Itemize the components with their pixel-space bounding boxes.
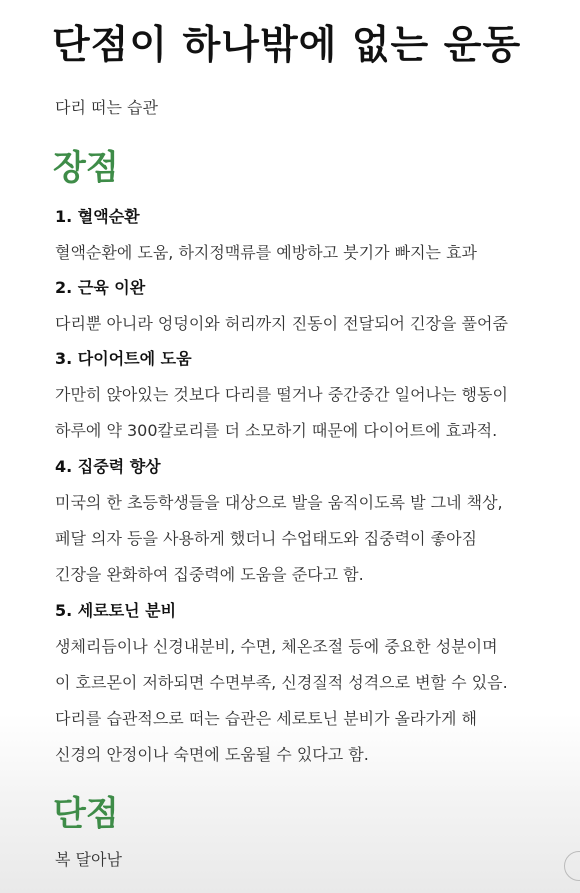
cons-text: 복 달아남 — [55, 850, 122, 869]
pro-item-text: 다리를 습관적으로 떠는 습관은 세로토닌 분비가 올라가게 해 — [55, 709, 478, 728]
corner-ring-icon — [564, 851, 580, 881]
pro-item-title: 2. 근육 이완 — [55, 278, 146, 297]
pro-item-text: 가만히 앉아있는 것보다 다리를 떨거나 중간중간 일어나는 행동이 — [55, 385, 508, 404]
pro-item-title: 3. 다이어트에 도움 — [55, 349, 192, 368]
pros-heading: 장점 — [53, 148, 119, 188]
pro-item-text: 하루에 약 300칼로리를 더 소모하기 때문에 다이어트에 효과적. — [55, 421, 498, 440]
pro-item-text: 다리뿐 아니라 엉덩이와 허리까지 진동이 전달되어 긴장을 풀어줌 — [55, 314, 508, 333]
pro-item-text: 생체리듬이나 신경내분비, 수면, 체온조절 등에 중요한 성분이며 — [55, 637, 498, 656]
cons-heading: 단점 — [53, 794, 119, 834]
pro-item-text: 긴장을 완화하여 집중력에 도움을 준다고 함. — [55, 565, 364, 584]
page-subtitle: 다리 떠는 습관 — [55, 98, 158, 117]
pro-item-text: 미국의 한 초등학생들을 대상으로 발을 움직이도록 발 그네 책상, — [55, 493, 503, 512]
page-title: 단점이 하나밖에 없는 운동 — [52, 23, 522, 68]
pro-item-title: 1. 혈액순환 — [55, 207, 140, 226]
pro-item-text: 혈액순환에 도움, 하지정맥류를 예방하고 붓기가 빠지는 효과 — [55, 243, 478, 262]
pro-item-title: 5. 세로토닌 분비 — [55, 601, 177, 620]
pro-item-title: 4. 집중력 향상 — [55, 457, 161, 476]
pro-item-text: 페달 의자 등을 사용하게 했더니 수업태도와 집중력이 좋아짐 — [55, 529, 478, 548]
pro-item-text: 신경의 안정이나 숙면에 도움될 수 있다고 함. — [55, 745, 369, 764]
pro-item-text: 이 호르몬이 저하되면 수면부족, 신경질적 성격으로 변할 수 있음. — [55, 673, 508, 692]
